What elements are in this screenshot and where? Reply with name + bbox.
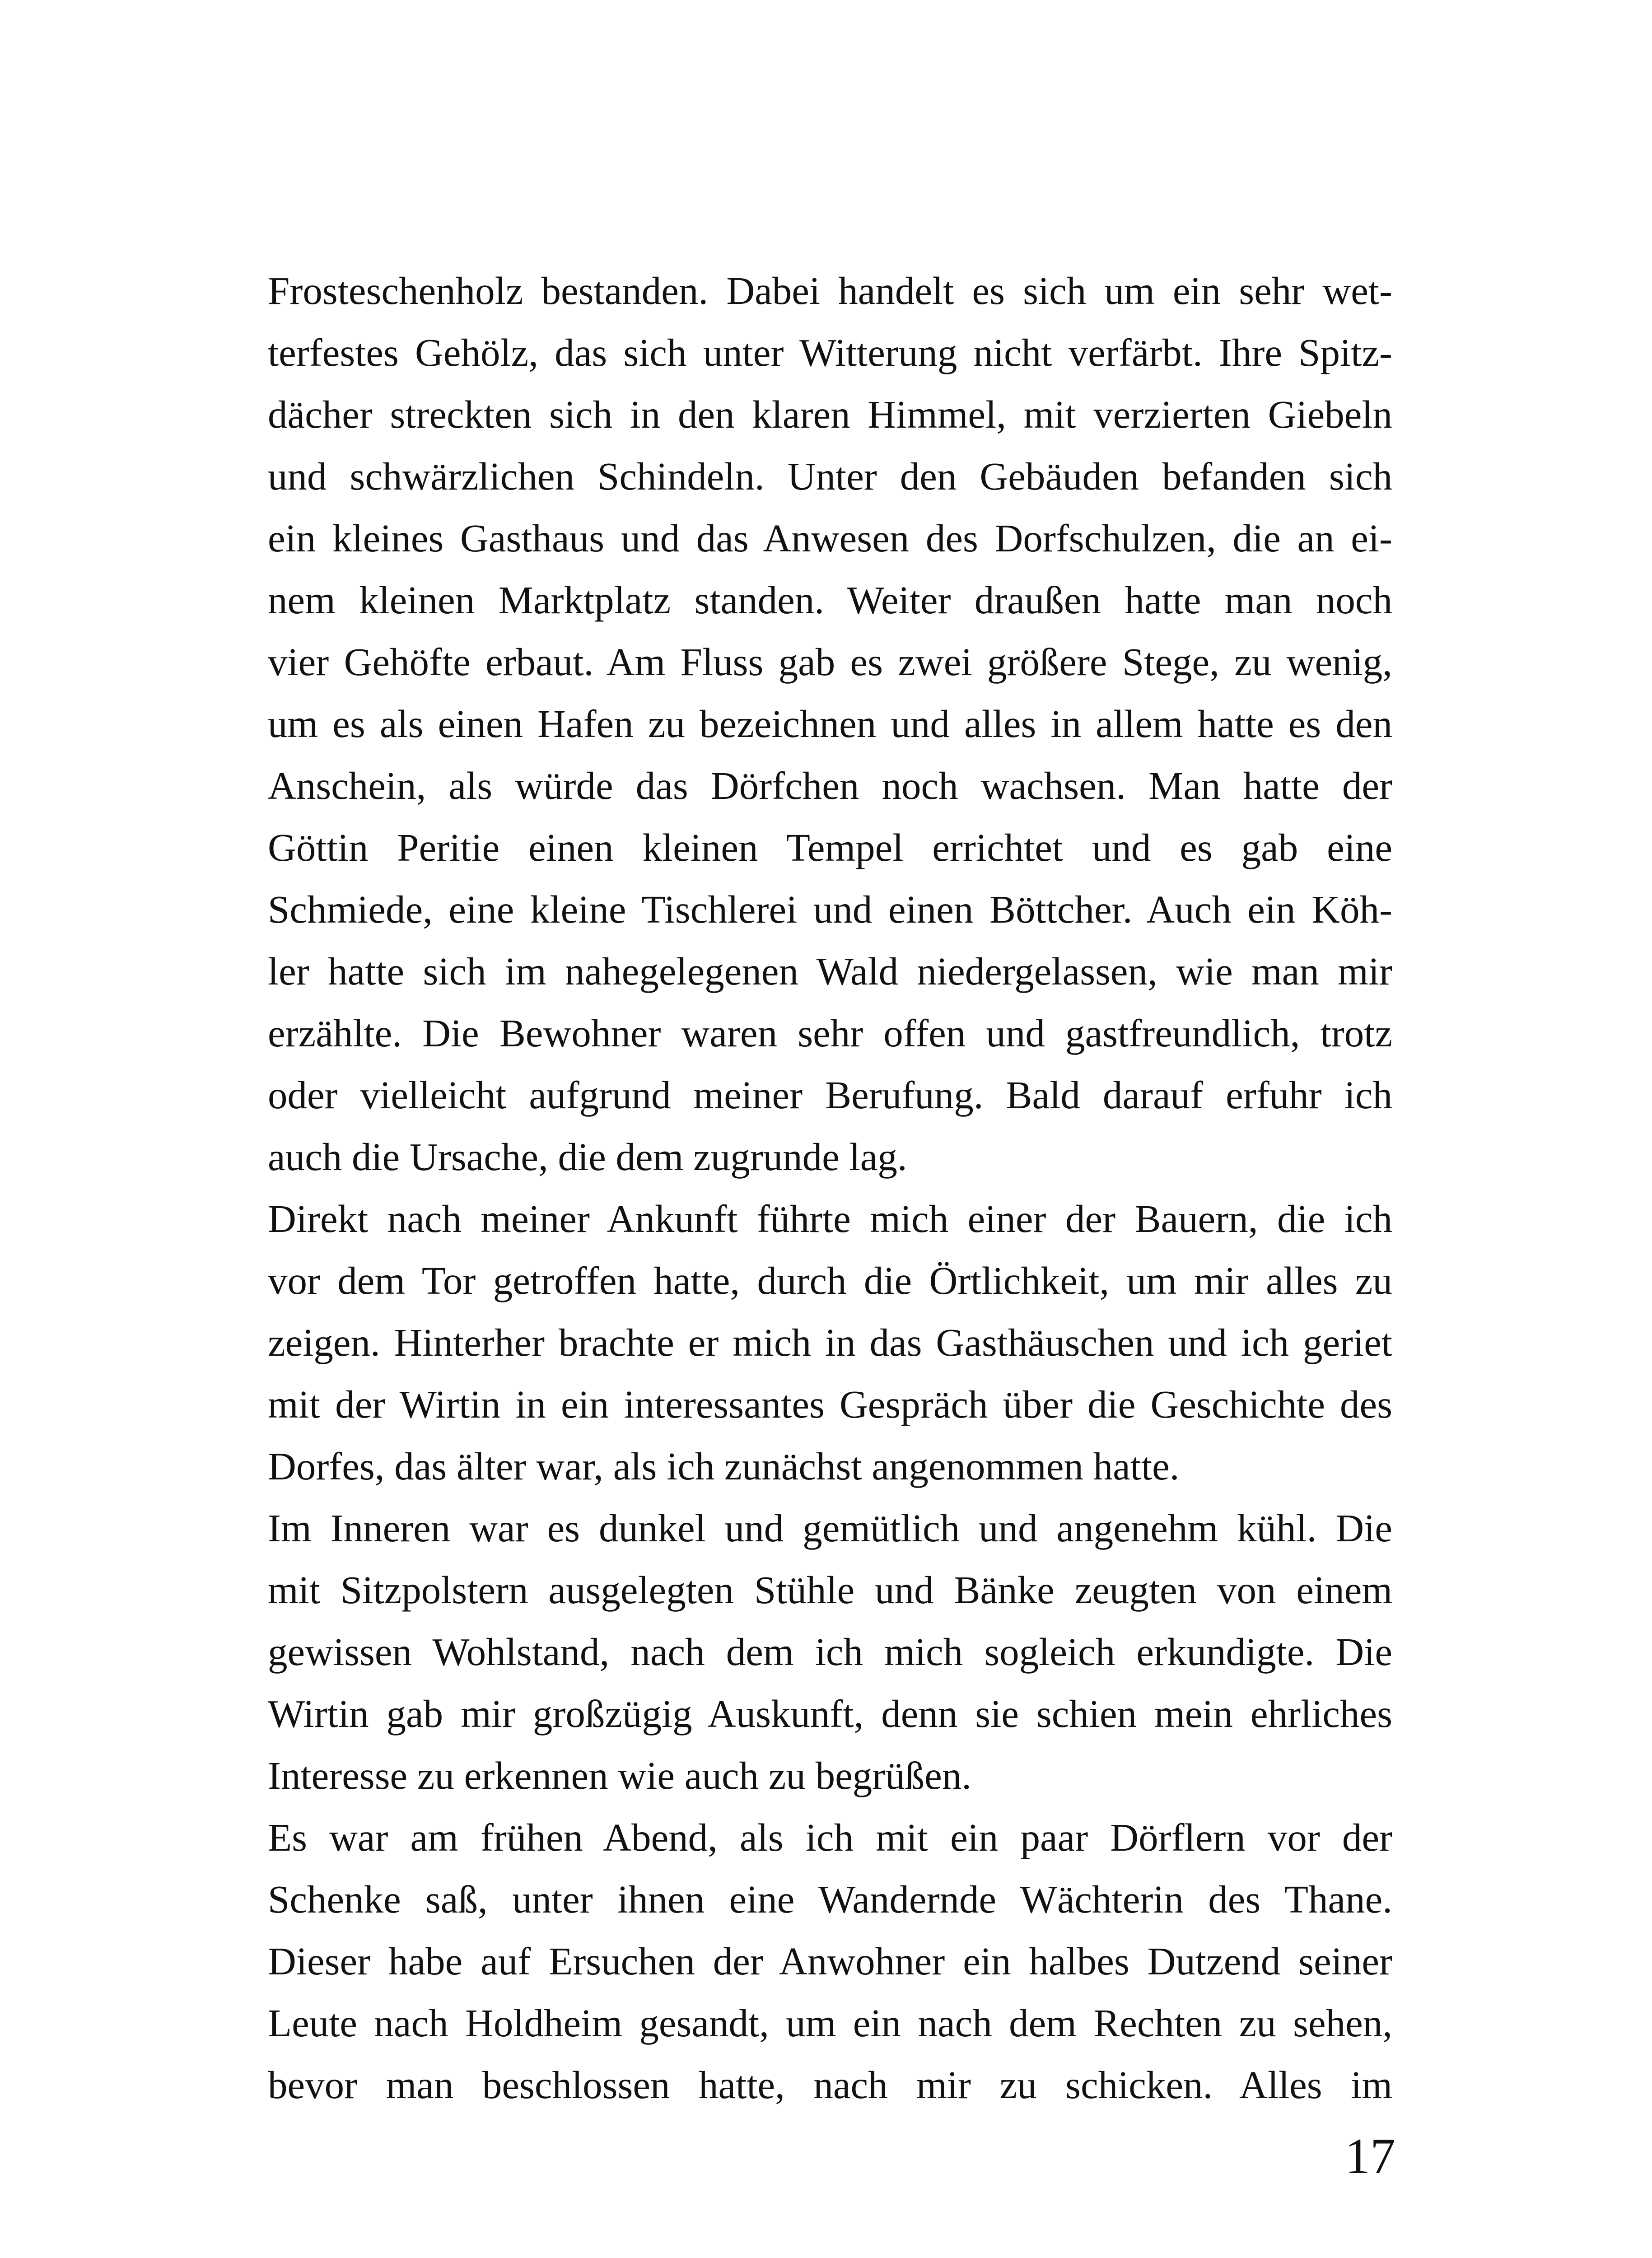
text-line: oder vielleicht aufgrund meiner Berufung. Bald darauf erfuhr ich (268, 1073, 1392, 1117)
body-text (268, 260, 1392, 2116)
text-line: Wirtin gab mir großzügig Auskunft, denn sie schien mein ehrliches (268, 1692, 1392, 1735)
text-line: dächer streckten sich in den klaren Himmel, mit verzierten Giebeln (268, 392, 1392, 436)
text-line: vor dem Tor getroffen hatte, durch die Örtlichkeit, um mir alles zu (268, 1259, 1392, 1302)
text-line: Es war am frühen Abend, als ich mit ein paar Dörflern vor der (268, 1815, 1392, 1859)
text-line: Frosteschenholz bestanden. Dabei handelt es sich um ein sehr wet- (268, 269, 1392, 313)
text-line: ein kleines Gasthaus und das Anwesen des Dorfschulzen, die an ei- (268, 516, 1392, 560)
text-line: auch die Ursache, die dem zugrunde lag. (268, 1135, 907, 1179)
text-line: mit Sitzpolstern ausgelegten Stühle und Bänke zeugten von einem (268, 1568, 1392, 1612)
text-line: mit der Wirtin in ein interessantes Gespräch über die Geschichte des (268, 1382, 1392, 1426)
paragraph (268, 1497, 1392, 1806)
text-line: Interesse zu erkennen wie auch zu begrüßen. (268, 1754, 972, 1797)
page-number: 17 (1345, 2128, 1395, 2184)
text-line: Schenke saß, unter ihnen eine Wandernde Wächterin des Thane. (268, 1877, 1392, 1921)
text-line: bevor man beschlossen hatte, nach mir zu schicken. Alles im (268, 2063, 1392, 2107)
paragraph (268, 260, 1392, 1188)
paragraph (268, 1188, 1392, 1497)
text-line: Schmiede, eine kleine Tischlerei und einen Böttcher. Auch ein Köh- (268, 887, 1392, 931)
text-line: Direkt nach meiner Ankunft führte mich einer der Bauern, die ich (268, 1197, 1392, 1241)
text-line: Anschein, als würde das Dörfchen noch wachsen. Man hatte der (268, 764, 1392, 807)
text-line: erzählte. Die Bewohner waren sehr offen und gastfreundlich, trotz (268, 1011, 1392, 1055)
text-line: terfestes Gehölz, das sich unter Witterung nicht verfärbt. Ihre Spitz- (268, 331, 1392, 374)
text-line: gewissen Wohlstand, nach dem ich mich sogleich erkundigte. Die (268, 1630, 1392, 1674)
text-line: nem kleinen Marktplatz standen. Weiter draußen hatte man noch (268, 578, 1392, 622)
text-line: vier Gehöfte erbaut. Am Fluss gab es zwei größere Stege, zu wenig, (268, 640, 1392, 684)
text-line: Leute nach Holdheim gesandt, um ein nach dem Rechten zu sehen, (268, 2001, 1392, 2045)
text-line: Göttin Peritie einen kleinen Tempel errichtet und es gab eine (268, 826, 1392, 869)
paragraph (268, 1806, 1392, 2116)
text-line: Dieser habe auf Ersuchen der Anwohner ein halbes Dutzend seiner (268, 1939, 1392, 1983)
text-line: ler hatte sich im nahegelegenen Wald niedergelassen, wie man mir (268, 949, 1392, 993)
text-line: Dorfes, das älter war, als ich zunächst angenommen hatte. (268, 1444, 1180, 1488)
text-line: um es als einen Hafen zu bezeichnen und alles in allem hatte es den (268, 702, 1392, 746)
text-line: zeigen. Hinterher brachte er mich in das Gasthäuschen und ich geriet (268, 1320, 1392, 1364)
text-line: und schwärzlichen Schindeln. Unter den Gebäuden befanden sich (268, 454, 1392, 498)
text-line: Im Inneren war es dunkel und gemütlich und angenehm kühl. Die (268, 1506, 1392, 1550)
